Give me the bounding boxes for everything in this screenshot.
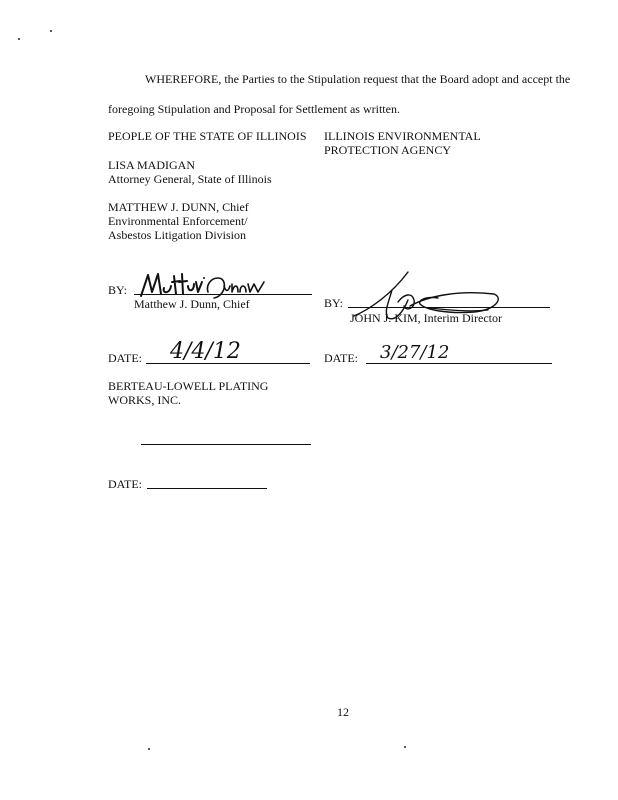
right-by-label: BY: [324, 296, 343, 310]
left-date-value: 4/4/12 [170, 339, 241, 364]
respondent-date-label: DATE: [108, 477, 142, 491]
division-line-2: Asbestos Litigation Division [108, 228, 246, 242]
chief-name: MATTHEW J. DUNN, Chief [108, 200, 249, 214]
left-signer-name: Matthew J. Dunn, Chief [134, 297, 250, 311]
right-signer-name: JOHN J. KIM, Interim Director [350, 311, 502, 325]
respondent-signature-line [141, 444, 311, 445]
respondent-date-line [147, 488, 267, 489]
scan-speck [404, 746, 406, 748]
ag-title: Attorney General, State of Illinois [108, 172, 272, 186]
intro-line-2: foregoing Stipulation and Proposal for Settlement as written. [108, 102, 400, 116]
right-date-line [366, 363, 552, 364]
party-agency-line-1: ILLINOIS ENVIRONMENTAL [324, 129, 481, 143]
scan-speck [148, 748, 150, 750]
scan-speck [50, 30, 52, 32]
right-date-label: DATE: [324, 351, 358, 365]
scan-speck [18, 38, 20, 40]
ag-name: LISA MADIGAN [108, 158, 195, 172]
intro-line-1: WHEREFORE, the Parties to the Stipulation request that the Board adopt and accept the [145, 72, 571, 86]
respondent-name-line-1: BERTEAU-LOWELL PLATING [108, 379, 269, 393]
respondent-name-line-2: WORKS, INC. [108, 393, 182, 407]
left-date-label: DATE: [108, 351, 142, 365]
party-people: PEOPLE OF THE STATE OF ILLINOIS [108, 129, 307, 143]
left-by-label: BY: [108, 283, 127, 297]
party-agency-line-2: PROTECTION AGENCY [324, 143, 452, 157]
division-line-1: Environmental Enforcement/ [108, 214, 248, 228]
page-number: 12 [337, 705, 349, 719]
right-date-value: 3/27/12 [380, 342, 450, 363]
